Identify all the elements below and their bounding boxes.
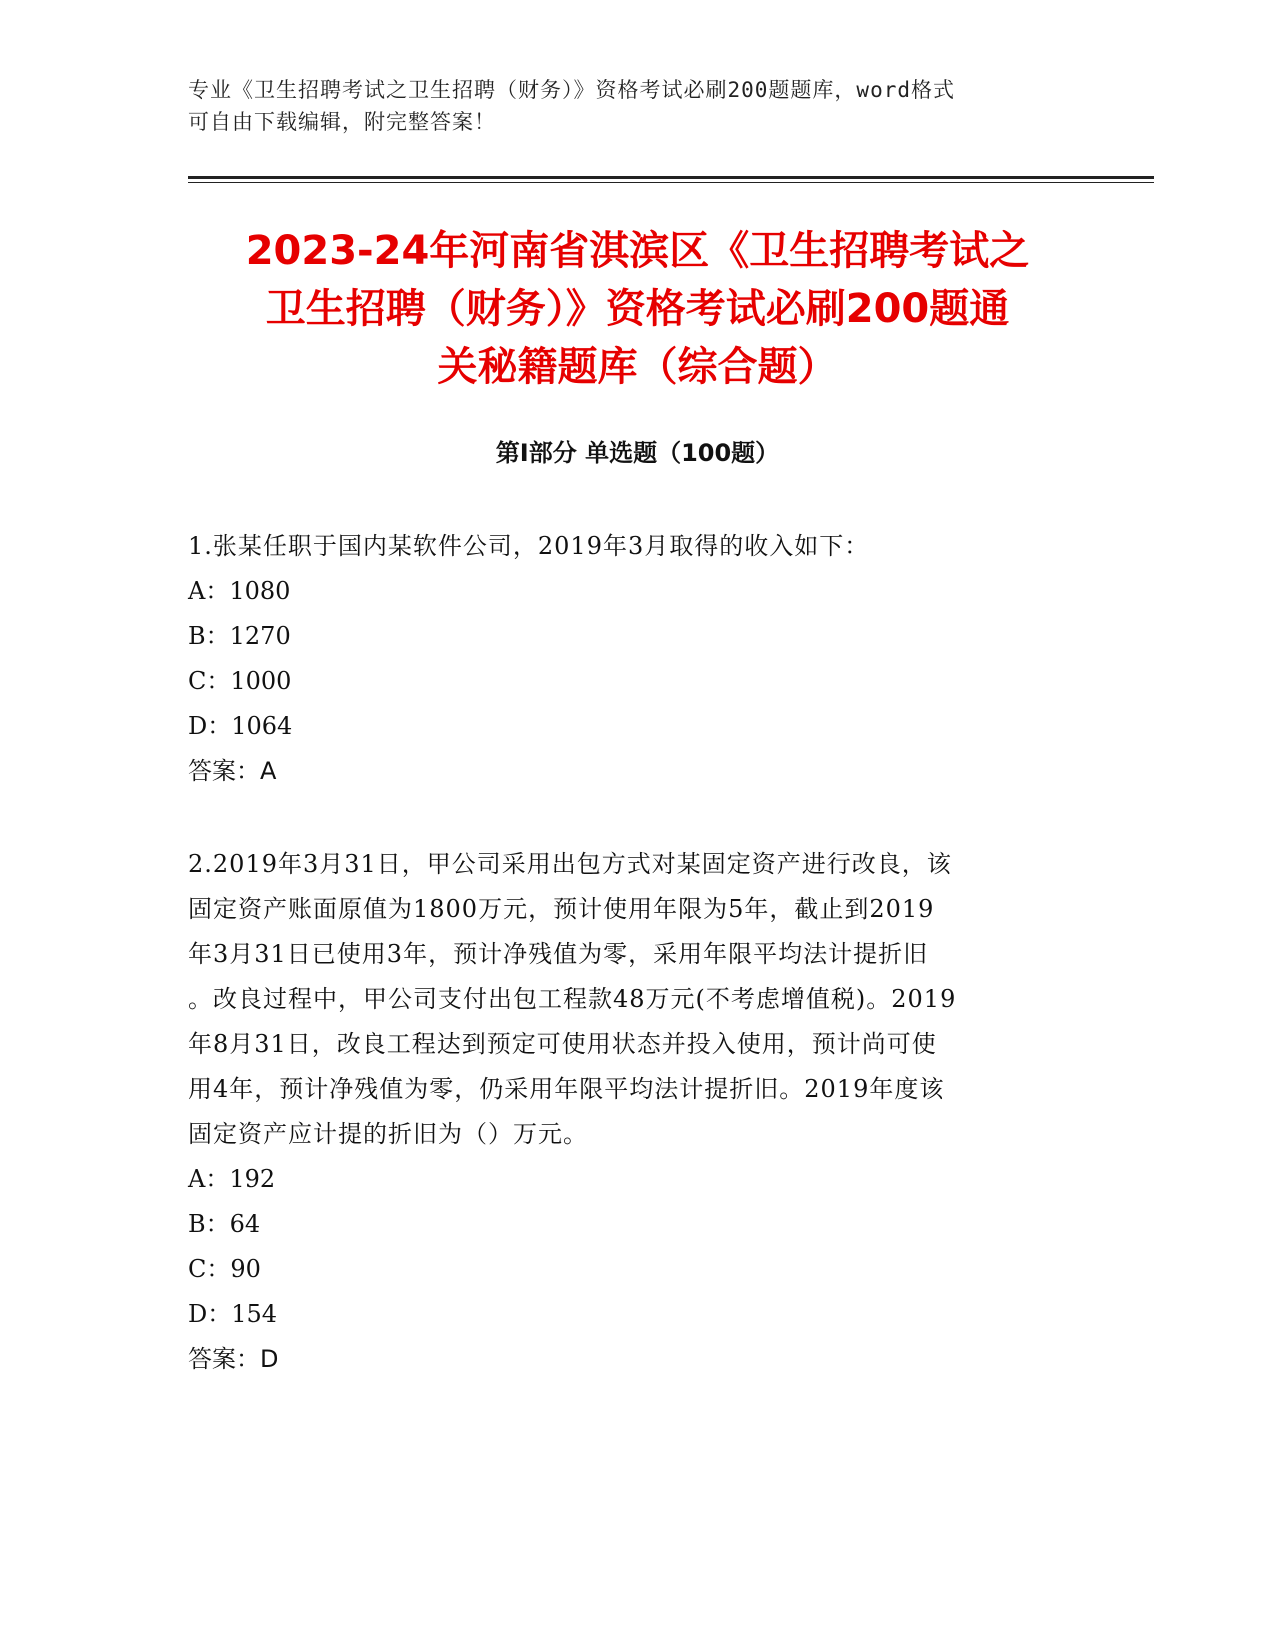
option-d: D：1064: [188, 712, 293, 740]
answer: 答案：D: [188, 1345, 279, 1373]
section-title: 第Ⅰ部分 单选题（100题）: [495, 439, 780, 467]
question-stem-line: 固定资产应计提的折旧为（）万元。: [188, 1120, 588, 1148]
question-stem-line: 2.2019年3月31日，甲公司采用出包方式对某固定资产进行改良，该: [188, 850, 952, 878]
title-line: 卫生招聘（财务）》资格考试必刷200题通: [265, 286, 1010, 332]
header-note: [188, 74, 1088, 138]
question-stem-line: 固定资产账面原值为1800万元，预计使用年限为5年，截止到2019: [188, 895, 935, 923]
title-line: 关秘籍题库（综合题）: [437, 344, 838, 390]
title-line: 2023-24年河南省淇滨区《卫生招聘考试之: [245, 228, 1030, 274]
header-rule-thin: [188, 182, 1154, 183]
option-b: B：1270: [188, 622, 291, 650]
question-stem-line: 年3月31日已使用3年，预计净残值为零，采用年限平均法计提折旧: [188, 940, 929, 968]
option-a: A：1080: [188, 577, 291, 605]
question-stem-line: 。改良过程中，甲公司支付出包工程款48万元(不考虑增值税)。2019: [188, 985, 957, 1013]
question-2: [188, 842, 1088, 1382]
option-c: C：90: [188, 1255, 261, 1283]
question-stem-line: 用4年，预计净残值为零，仍采用年限平均法计提折旧。2019年度该: [188, 1075, 945, 1103]
header-note-line: 专业《卫生招聘考试之卫生招聘（财务）》资格考试必刷200题题库，word格式: [188, 78, 955, 102]
option-c: C：1000: [188, 667, 292, 695]
option-a: A：192: [188, 1165, 276, 1193]
header-note-line: 可自由下载编辑，附完整答案！: [188, 110, 496, 134]
header-rule-thick: [188, 176, 1154, 179]
option-d: D：154: [188, 1300, 278, 1328]
answer: 答案：A: [188, 757, 277, 785]
question-stem-line: 年8月31日，改良工程达到预定可使用状态并投入使用，预计尚可使: [188, 1030, 937, 1058]
question-1: [188, 524, 1088, 794]
document-title: [150, 222, 1125, 396]
option-b: B：64: [188, 1210, 261, 1238]
question-stem: 1.张某任职于国内某软件公司，2019年3月取得的收入如下：: [188, 532, 870, 560]
